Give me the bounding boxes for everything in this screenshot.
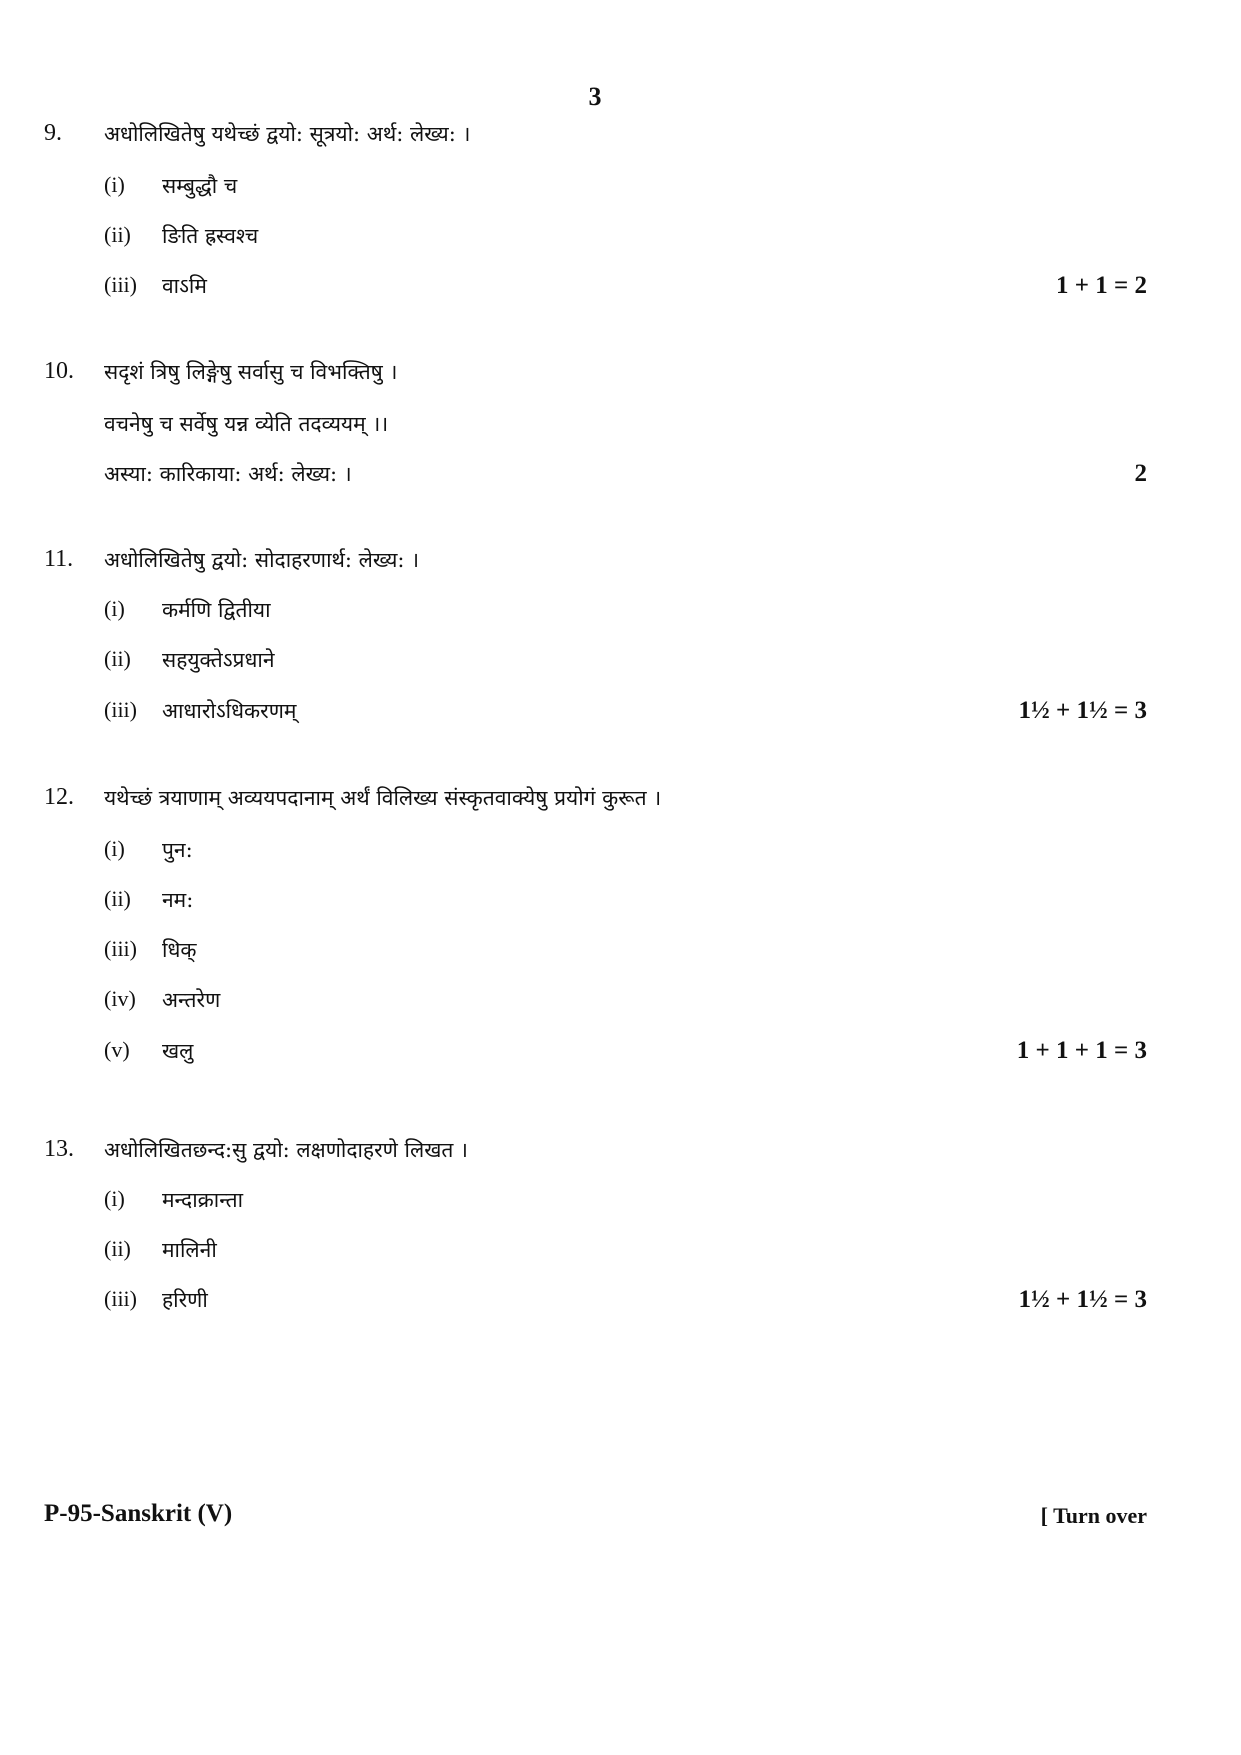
question-number: 9. <box>44 120 62 146</box>
option-text: अन्तरेण <box>162 988 221 1012</box>
question-11 <box>0 546 1241 586</box>
option-label: (ii) <box>104 222 131 247</box>
question-9 <box>0 120 1241 160</box>
question-text: अधोलिखितेषु यथेच्छं द्वयो: सूत्रयो: अर्थ: लेख्य: । <box>104 122 471 146</box>
page-number: 3 <box>588 82 602 111</box>
option-text: पुन: <box>162 838 193 862</box>
verse-line <box>0 460 1241 496</box>
question-text: अस्या: कारिकाया: अर्थ: लेख्य: । <box>104 462 352 486</box>
option-text: हरिणी <box>162 1288 208 1312</box>
option-item <box>0 1236 1241 1272</box>
option-label: (iii) <box>104 936 137 961</box>
option-item <box>0 172 1241 208</box>
marks: 1 + 1 + 1 = 3 <box>1016 1037 1147 1064</box>
option-label: (v) <box>104 1037 130 1062</box>
option-text: सम्बुद्धौ च <box>162 174 238 198</box>
option-text: आधारोऽधिकरणम् <box>162 699 297 723</box>
option-item <box>0 1037 1241 1073</box>
option-label: (i) <box>104 596 125 621</box>
option-item <box>0 986 1241 1022</box>
option-label: (ii) <box>104 646 131 671</box>
option-text: कर्मणि द्वितीया <box>162 598 271 622</box>
option-item <box>0 1286 1241 1322</box>
option-item <box>0 936 1241 972</box>
question-text: अधोलिखितछन्द:सु द्वयो: लक्षणोदाहरणे लिखत । <box>104 1138 468 1162</box>
option-text: मालिनी <box>162 1238 217 1262</box>
option-item <box>0 836 1241 872</box>
option-label: (ii) <box>104 1236 131 1261</box>
option-label: (i) <box>104 172 125 197</box>
option-item <box>0 646 1241 682</box>
question-12 <box>0 784 1241 824</box>
marks: 2 <box>1134 460 1147 487</box>
question-text: वचनेषु च सर्वेषु यन्न व्येति तदव्ययम् ।। <box>104 412 389 436</box>
option-label: (i) <box>104 836 125 861</box>
option-item <box>0 222 1241 258</box>
option-text: खलु <box>162 1039 194 1063</box>
option-text: मन्दाक्रान्ता <box>162 1188 244 1212</box>
question-text: यथेच्छं त्रयाणाम् अव्ययपदानाम् अर्थं विलिख्य संस्कृतवाक्येषु प्रयोगं कुरूत । <box>104 786 662 810</box>
option-label: (ii) <box>104 886 131 911</box>
question-10 <box>0 358 1241 398</box>
option-text: ङिति ह्रस्वश्च <box>162 224 259 248</box>
question-text: सदृशं त्रिषु लिङ्गेषु सर्वासु च विभक्तिषु । <box>104 360 398 384</box>
question-number: 12. <box>44 784 74 810</box>
option-label: (iii) <box>104 272 137 297</box>
turn-over-label: [ Turn over <box>1040 1503 1147 1528</box>
option-text: धिक् <box>162 938 197 962</box>
option-text: सहयुक्तेऽप्रधाने <box>162 648 275 672</box>
option-text: वाऽमि <box>162 274 207 298</box>
marks: 1 + 1 = 2 <box>1056 272 1147 299</box>
option-item <box>0 886 1241 922</box>
option-text: नम: <box>162 888 194 912</box>
option-label: (iv) <box>104 986 136 1011</box>
option-item <box>0 272 1241 308</box>
question-text: अधोलिखितेषु द्वयो: सोदाहरणार्थ: लेख्य: । <box>104 548 420 572</box>
question-13 <box>0 1136 1241 1176</box>
option-item <box>0 1186 1241 1222</box>
option-label: (i) <box>104 1186 125 1211</box>
question-number: 13. <box>44 1136 74 1162</box>
marks: 1½ + 1½ = 3 <box>1018 697 1147 724</box>
question-number: 10. <box>44 358 74 384</box>
option-item <box>0 697 1241 733</box>
question-number: 11. <box>44 546 74 572</box>
marks: 1½ + 1½ = 3 <box>1018 1286 1147 1313</box>
verse-line <box>0 410 1241 446</box>
option-label: (iii) <box>104 697 137 722</box>
paper-code: P-95-Sanskrit (V) <box>44 1500 233 1527</box>
option-label: (iii) <box>104 1286 137 1311</box>
option-item <box>0 596 1241 632</box>
